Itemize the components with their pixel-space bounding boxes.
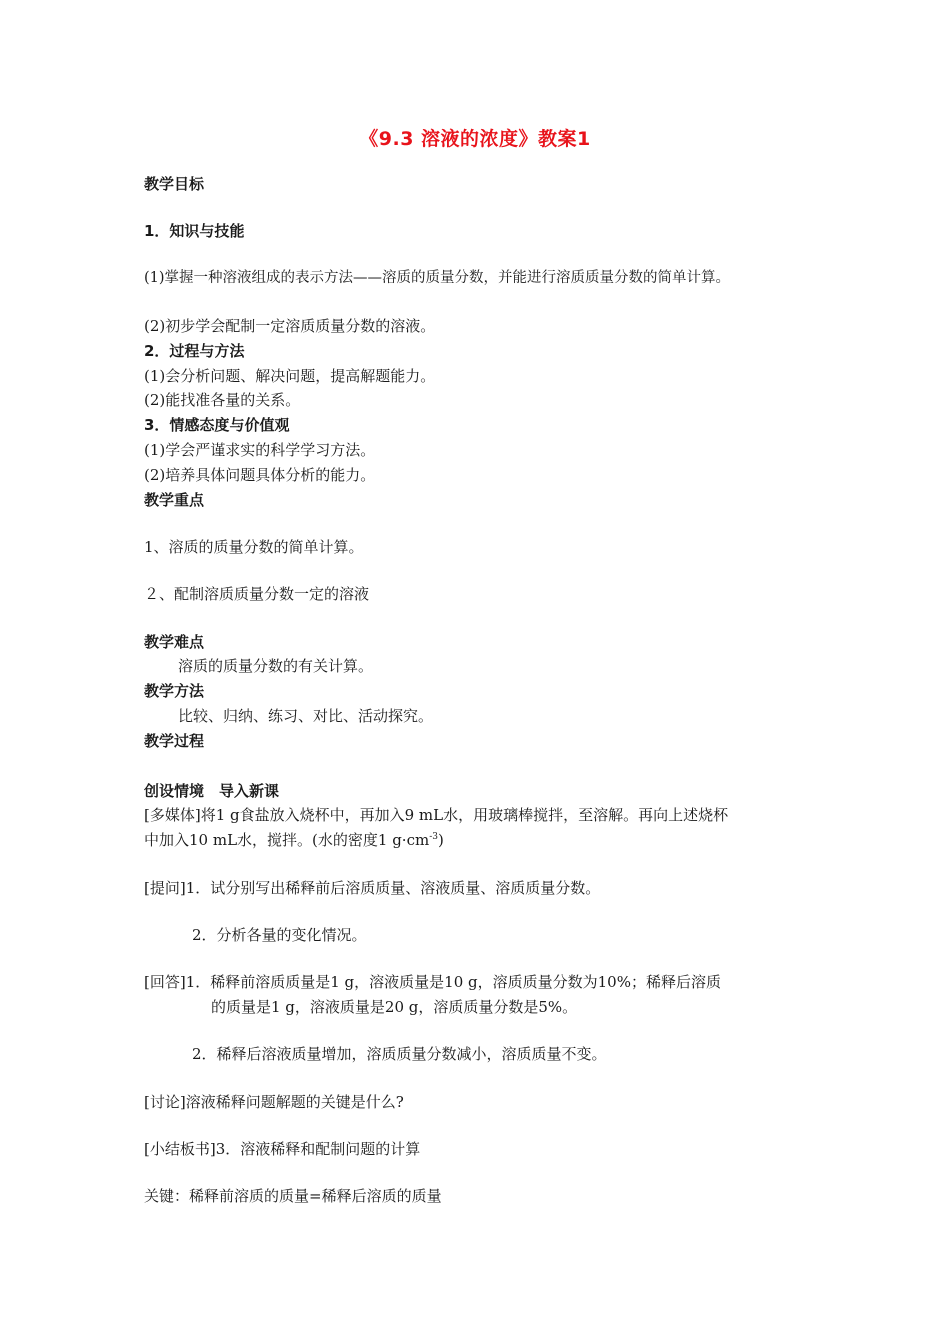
intro-heading: 创设情境 导入新课 [144,782,280,800]
s2-item2: (2)能找准各量的关系。 [144,391,301,409]
answer-line-3: 2．稀释后溶液质量增加，溶质质量分数减小，溶质质量不变。 [192,1045,607,1063]
process-heading: 教学过程 [144,732,205,750]
method-text: 比较、归纳、练习、对比、活动探究。 [178,707,434,725]
method-heading: 教学方法 [144,682,205,700]
key-line: 关键：稀释前溶质的质量=稀释后溶质的质量 [144,1187,442,1205]
document-title: 《9.3 溶液的浓度》教案1 [359,128,591,150]
media-line-1: [多媒体]将1 g食盐放入烧杯中，再加入9 mL水，用玻璃棒搅拌，至溶解。再向上述烧杯 [144,806,729,824]
difficulty-text: 溶质的质量分数的有关计算。 [178,657,374,675]
difficulty-heading: 教学难点 [144,633,205,651]
s3-item1: (1)学会严谨求实的科学学习方法。 [144,441,376,459]
section2-heading: 2．过程与方法 [144,342,245,360]
objectives-heading: 教学目标 [144,175,205,193]
question-line-1: [提问]1．试分别写出稀释前后溶质质量、溶液质量、溶质质量分数。 [144,879,601,897]
answer-line-2: 的质量是1 g，溶液质量是20 g，溶质质量分数是5%。 [211,998,578,1016]
media-line-2 [144,830,444,850]
s2-item1: (1)会分析问题、解决问题，提高解题能力。 [144,367,436,385]
section1-heading: 1．知识与技能 [144,222,245,240]
question-line-2: 2．分析各量的变化情况。 [192,926,367,944]
keypoint-1: 1、溶质的质量分数的简单计算。 [144,538,364,556]
keypoint-2: ２、配制溶质质量分数一定的溶液 [144,585,370,603]
media-line-2-exponent: -3 [429,832,438,842]
section3-heading: 3．情感态度与价值观 [144,416,290,434]
s3-item2: (2)培养具体问题具体分析的能力。 [144,466,376,484]
discussion-line: [讨论]溶液稀释问题解题的关键是什么? [144,1093,404,1111]
s1-item1: (1)掌握一种溶液组成的表示方法——溶质的质量分数，并能进行溶质质量分数的简单计算。 [144,270,731,286]
media-line-2-end: ) [437,831,444,849]
keypoints-heading: 教学重点 [144,491,205,509]
media-line-2-main: 中加入10 mL水，搅拌。(水的密度1 g·cm [144,831,430,849]
s1-item2: (2)初步学会配制一定溶质质量分数的溶液。 [144,317,436,335]
answer-line-1: [回答]1．稀释前溶质质量是1 g，溶液质量是10 g，溶质质量分数为10%；稀释后溶质 [144,973,721,991]
summary-line: [小结板书]3．溶液稀释和配制问题的计算 [144,1140,421,1158]
